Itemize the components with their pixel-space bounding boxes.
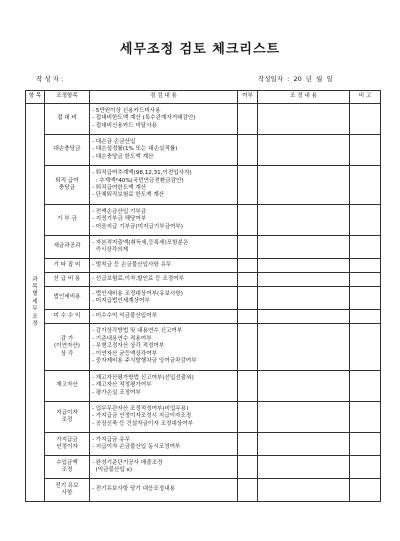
yes-no-cell[interactable] (238, 456, 258, 479)
check-content-line: - 법인세비용 조정대상여부(유보사항) (92, 290, 183, 297)
check-content-cell (90, 479, 238, 502)
yes-no-cell[interactable] (238, 402, 258, 433)
check-content-line: - 대손설정률(1% 또는 대손실적률) (92, 146, 178, 153)
check-content-line: - 가지급금 유무 (92, 436, 130, 443)
side-label-char: 정 (32, 321, 38, 328)
table-row (26, 236, 381, 259)
adjust-item-label: 대손충당금 (53, 146, 81, 153)
remarks-cell[interactable] (350, 259, 381, 273)
adjust-item-label: 충당금 (58, 185, 76, 191)
adjust-content-cell[interactable] (258, 135, 350, 166)
table-row (26, 479, 381, 502)
adjust-content-cell[interactable] (258, 456, 350, 479)
check-content-cell (90, 324, 238, 371)
table-row (26, 287, 381, 310)
page-title: 세무조정 검토 체크리스트 (119, 42, 281, 57)
yes-no-cell[interactable] (238, 273, 258, 287)
check-content-cell (90, 259, 238, 273)
remarks-cell[interactable] (350, 433, 381, 456)
check-content-line: - 전액손금산입 기부금 (92, 208, 147, 215)
check-content-line: - 5만원이상 신용카드미사용 (92, 107, 161, 114)
adjust-item-cell (45, 287, 90, 310)
remarks-cell[interactable] (350, 402, 381, 433)
adjust-content-cell[interactable] (258, 166, 350, 205)
table-row (26, 273, 381, 287)
check-content-line: - 전기유보사항 당기 대응조정내용 (92, 486, 176, 493)
adjust-item-cell (45, 433, 90, 456)
check-content-line: - 지급이자 손금불산입 동시조정여부 (92, 444, 181, 450)
adjust-item-cell (45, 324, 90, 371)
adjust-item-label: 미 수 수 익 (53, 312, 81, 319)
yes-no-cell[interactable] (238, 324, 258, 371)
adjust-item-cell (45, 236, 90, 259)
adjust-item-cell (45, 479, 90, 502)
adjust-item-label: 사항 (61, 490, 73, 496)
adjust-item-cell (45, 166, 90, 205)
adjust-item-label: 법인세비용 (53, 294, 81, 301)
adjust-item-label: 전기 유보 (55, 482, 79, 489)
adjust-item-cell (45, 371, 90, 402)
check-content-line: - 접대비한도액 계산 (특수관계자거래감안) (92, 115, 196, 122)
check-content-line: - 자본적지출액(취득세,등록세)포함분은 (92, 239, 189, 246)
check-content-line: - 재고자산평가방법 신고여부(선입선출외) (92, 374, 194, 381)
check-content-line: - 선급보험료,이자,할인료 등 조정여부 (92, 275, 184, 282)
yes-no-cell[interactable] (238, 433, 258, 456)
remarks-cell[interactable] (350, 371, 381, 402)
table-row (26, 205, 381, 236)
adjust-content-cell[interactable] (258, 310, 350, 324)
yes-no-cell[interactable] (238, 236, 258, 259)
check-content-cell (90, 287, 238, 310)
check-content-line: - 대손충당금 한도액 계산 (92, 153, 154, 160)
checklist-table (25, 90, 381, 502)
yes-no-cell[interactable] (238, 479, 258, 502)
adjust-item-cell (45, 104, 90, 135)
check-content-line: - 미지급법인세계상여부 (92, 298, 150, 304)
adjust-item-cell (45, 456, 90, 479)
remarks-cell[interactable] (350, 456, 381, 479)
table-row (26, 166, 381, 205)
check-content-line: - 이연자산 균등액상각여부 (92, 350, 158, 357)
check-content-line: - 대손금 손금산입 (92, 138, 136, 145)
yes-no-cell[interactable] (238, 205, 258, 236)
table-row (26, 402, 381, 433)
header-adjust-content: 조 정 내 용 (258, 91, 350, 104)
yes-no-cell[interactable] (238, 310, 258, 324)
adjust-item-cell (45, 273, 90, 287)
yes-no-cell[interactable] (238, 259, 258, 273)
header-row (26, 91, 381, 104)
check-content-cell (90, 166, 238, 205)
adjust-item-label: 기 타 잡 비 (53, 261, 81, 268)
adjust-content-cell[interactable] (258, 402, 350, 433)
adjust-item-label: 지급이자 (56, 409, 78, 416)
check-content-line: - 업무무관자산 조정적정여부(비업무용) (92, 405, 189, 412)
adjust-item-cell (45, 259, 90, 273)
check-content-line: 즉시상각의제 (92, 247, 128, 253)
table-row (26, 433, 381, 456)
adjust-content-cell[interactable] (258, 324, 350, 371)
adjust-item-label: 가지급금 (56, 436, 78, 443)
adjust-item-label: 세금과공과 (53, 243, 81, 250)
author-label: 작 성 자 : (36, 75, 64, 83)
check-content-line: - 완성기준단기공사 매출조정 (92, 459, 163, 466)
remarks-cell[interactable] (350, 310, 381, 324)
remarks-cell[interactable] (350, 324, 381, 371)
header-check-content: 점 검 내 용 (90, 91, 238, 104)
yes-no-cell[interactable] (238, 104, 258, 135)
check-content-cell (90, 135, 238, 166)
check-content-line: - 평가손실 조정여부 (92, 389, 141, 396)
adjust-item-label: 조정 (61, 417, 73, 423)
check-content-line: : 추계액*40%(국민연금전환금감안) (92, 177, 184, 184)
check-content-line: - 미수수익 익금불산입여부 (92, 312, 158, 319)
adjust-content-cell[interactable] (258, 273, 350, 287)
adjust-item-label: 감 가 (60, 335, 74, 342)
check-content-line: - 가지급금 인정이자조정시 지급이자조정 (92, 413, 192, 420)
side-label-char: 과 (32, 276, 38, 283)
header-adjust-item: 조정항목 (45, 91, 90, 104)
yes-no-cell[interactable] (238, 166, 258, 205)
header-yes-no: 여부 (238, 91, 258, 104)
check-content-cell (90, 433, 238, 456)
check-content-cell (90, 273, 238, 287)
side-label-char: 세 (32, 298, 38, 305)
check-content-line: - 기준내용연수 적용여부 (92, 335, 152, 342)
adjust-content-cell[interactable] (258, 104, 350, 135)
remarks-cell[interactable] (350, 479, 381, 502)
check-content-cell (90, 236, 238, 259)
remarks-cell[interactable] (350, 135, 381, 166)
remarks-cell[interactable] (350, 236, 381, 259)
adjust-item-cell (45, 135, 90, 166)
adjust-content-cell[interactable] (258, 287, 350, 310)
remarks-cell[interactable] (350, 273, 381, 287)
side-label-char: 별 (32, 291, 38, 298)
side-label-char: 무 (32, 306, 38, 313)
table-row (26, 104, 381, 135)
table-row (26, 324, 381, 371)
adjust-item-label: (이연자산) (54, 343, 80, 350)
adjust-item-label: 인정이자 (56, 444, 78, 450)
adjust-content-cell[interactable] (258, 236, 350, 259)
table-row (26, 371, 381, 402)
date-label: 작성일자 : 20 년 월 일 (258, 75, 333, 83)
header-remarks: 비 고 (350, 91, 381, 104)
adjust-content-cell[interactable] (258, 479, 350, 502)
yes-no-cell[interactable] (238, 371, 258, 402)
check-content-cell (90, 371, 238, 402)
table-row (26, 259, 381, 273)
check-content-cell (90, 402, 238, 433)
table-row (26, 310, 381, 324)
check-content-cell (90, 104, 238, 135)
check-content-cell (90, 310, 238, 324)
check-content-cell (90, 205, 238, 236)
remarks-cell[interactable] (350, 287, 381, 310)
yes-no-cell[interactable] (238, 287, 258, 310)
check-content-line: - 접대비신용카드 미달사용 (92, 122, 158, 129)
adjust-content-cell[interactable] (258, 371, 350, 402)
remarks-cell[interactable] (350, 166, 381, 205)
table-row (26, 135, 381, 166)
table-row (26, 456, 381, 479)
yes-no-cell[interactable] (238, 135, 258, 166)
remarks-cell[interactable] (350, 205, 381, 236)
check-content-line: - 단체퇴직보험료 한도액 계산 (92, 192, 165, 199)
side-label-char: 조 (32, 313, 38, 320)
adjust-content-cell[interactable] (258, 433, 350, 456)
adjust-content-cell[interactable] (258, 205, 350, 236)
check-content-line: - 어음지급 기부금(미지급기부금여부) (92, 223, 183, 230)
adjust-item-label: 재고자산 (56, 382, 78, 389)
adjust-item-label: 선 급 비 용 (53, 275, 81, 282)
remarks-cell[interactable] (350, 104, 381, 135)
check-content-line: - 중자제비용 주식발행차금 잉여금차감여부 (92, 358, 197, 365)
adjust-item-label: 조정 (61, 467, 73, 473)
check-content-line: - 재고자산 적정평가여부 (92, 382, 152, 389)
adjust-item-label: 상 각 (60, 350, 74, 357)
check-content-line: (익금불산입 x) (92, 467, 133, 473)
header-item: 항 목 (26, 91, 45, 104)
adjust-item-cell (45, 402, 90, 433)
check-content-line: - 감가상각방법 및 내용연수 신고여부 (92, 328, 183, 335)
check-content-line: - 공장신축 등 건설자금이자 조정대상여부 (92, 420, 193, 427)
check-content-cell (90, 456, 238, 479)
check-content-line: - 무형고정자산 상각 적정여부 (92, 343, 165, 350)
check-content-line: - 벌칙금 등 손금불산입사항 유무 (92, 261, 172, 268)
adjust-content-cell[interactable] (258, 259, 350, 273)
adjust-item-label: 접 대 비 (57, 115, 77, 122)
side-category-label (26, 104, 45, 502)
check-content-line: - 퇴직급여추계액(98,12,31,이전입사자) (92, 170, 192, 177)
check-content-line: - 퇴직급여한도액 계산 (92, 185, 147, 191)
adjust-item-cell (45, 205, 90, 236)
adjust-item-cell (45, 310, 90, 324)
side-label-char: 목 (32, 283, 38, 290)
adjust-item-label: 퇴직 급여 (55, 177, 79, 184)
adjust-item-label: 수입금액 (56, 459, 78, 466)
check-content-line: - 지정기부금 해당여부 (92, 216, 147, 223)
adjust-item-label: 기 부 금 (57, 216, 77, 223)
